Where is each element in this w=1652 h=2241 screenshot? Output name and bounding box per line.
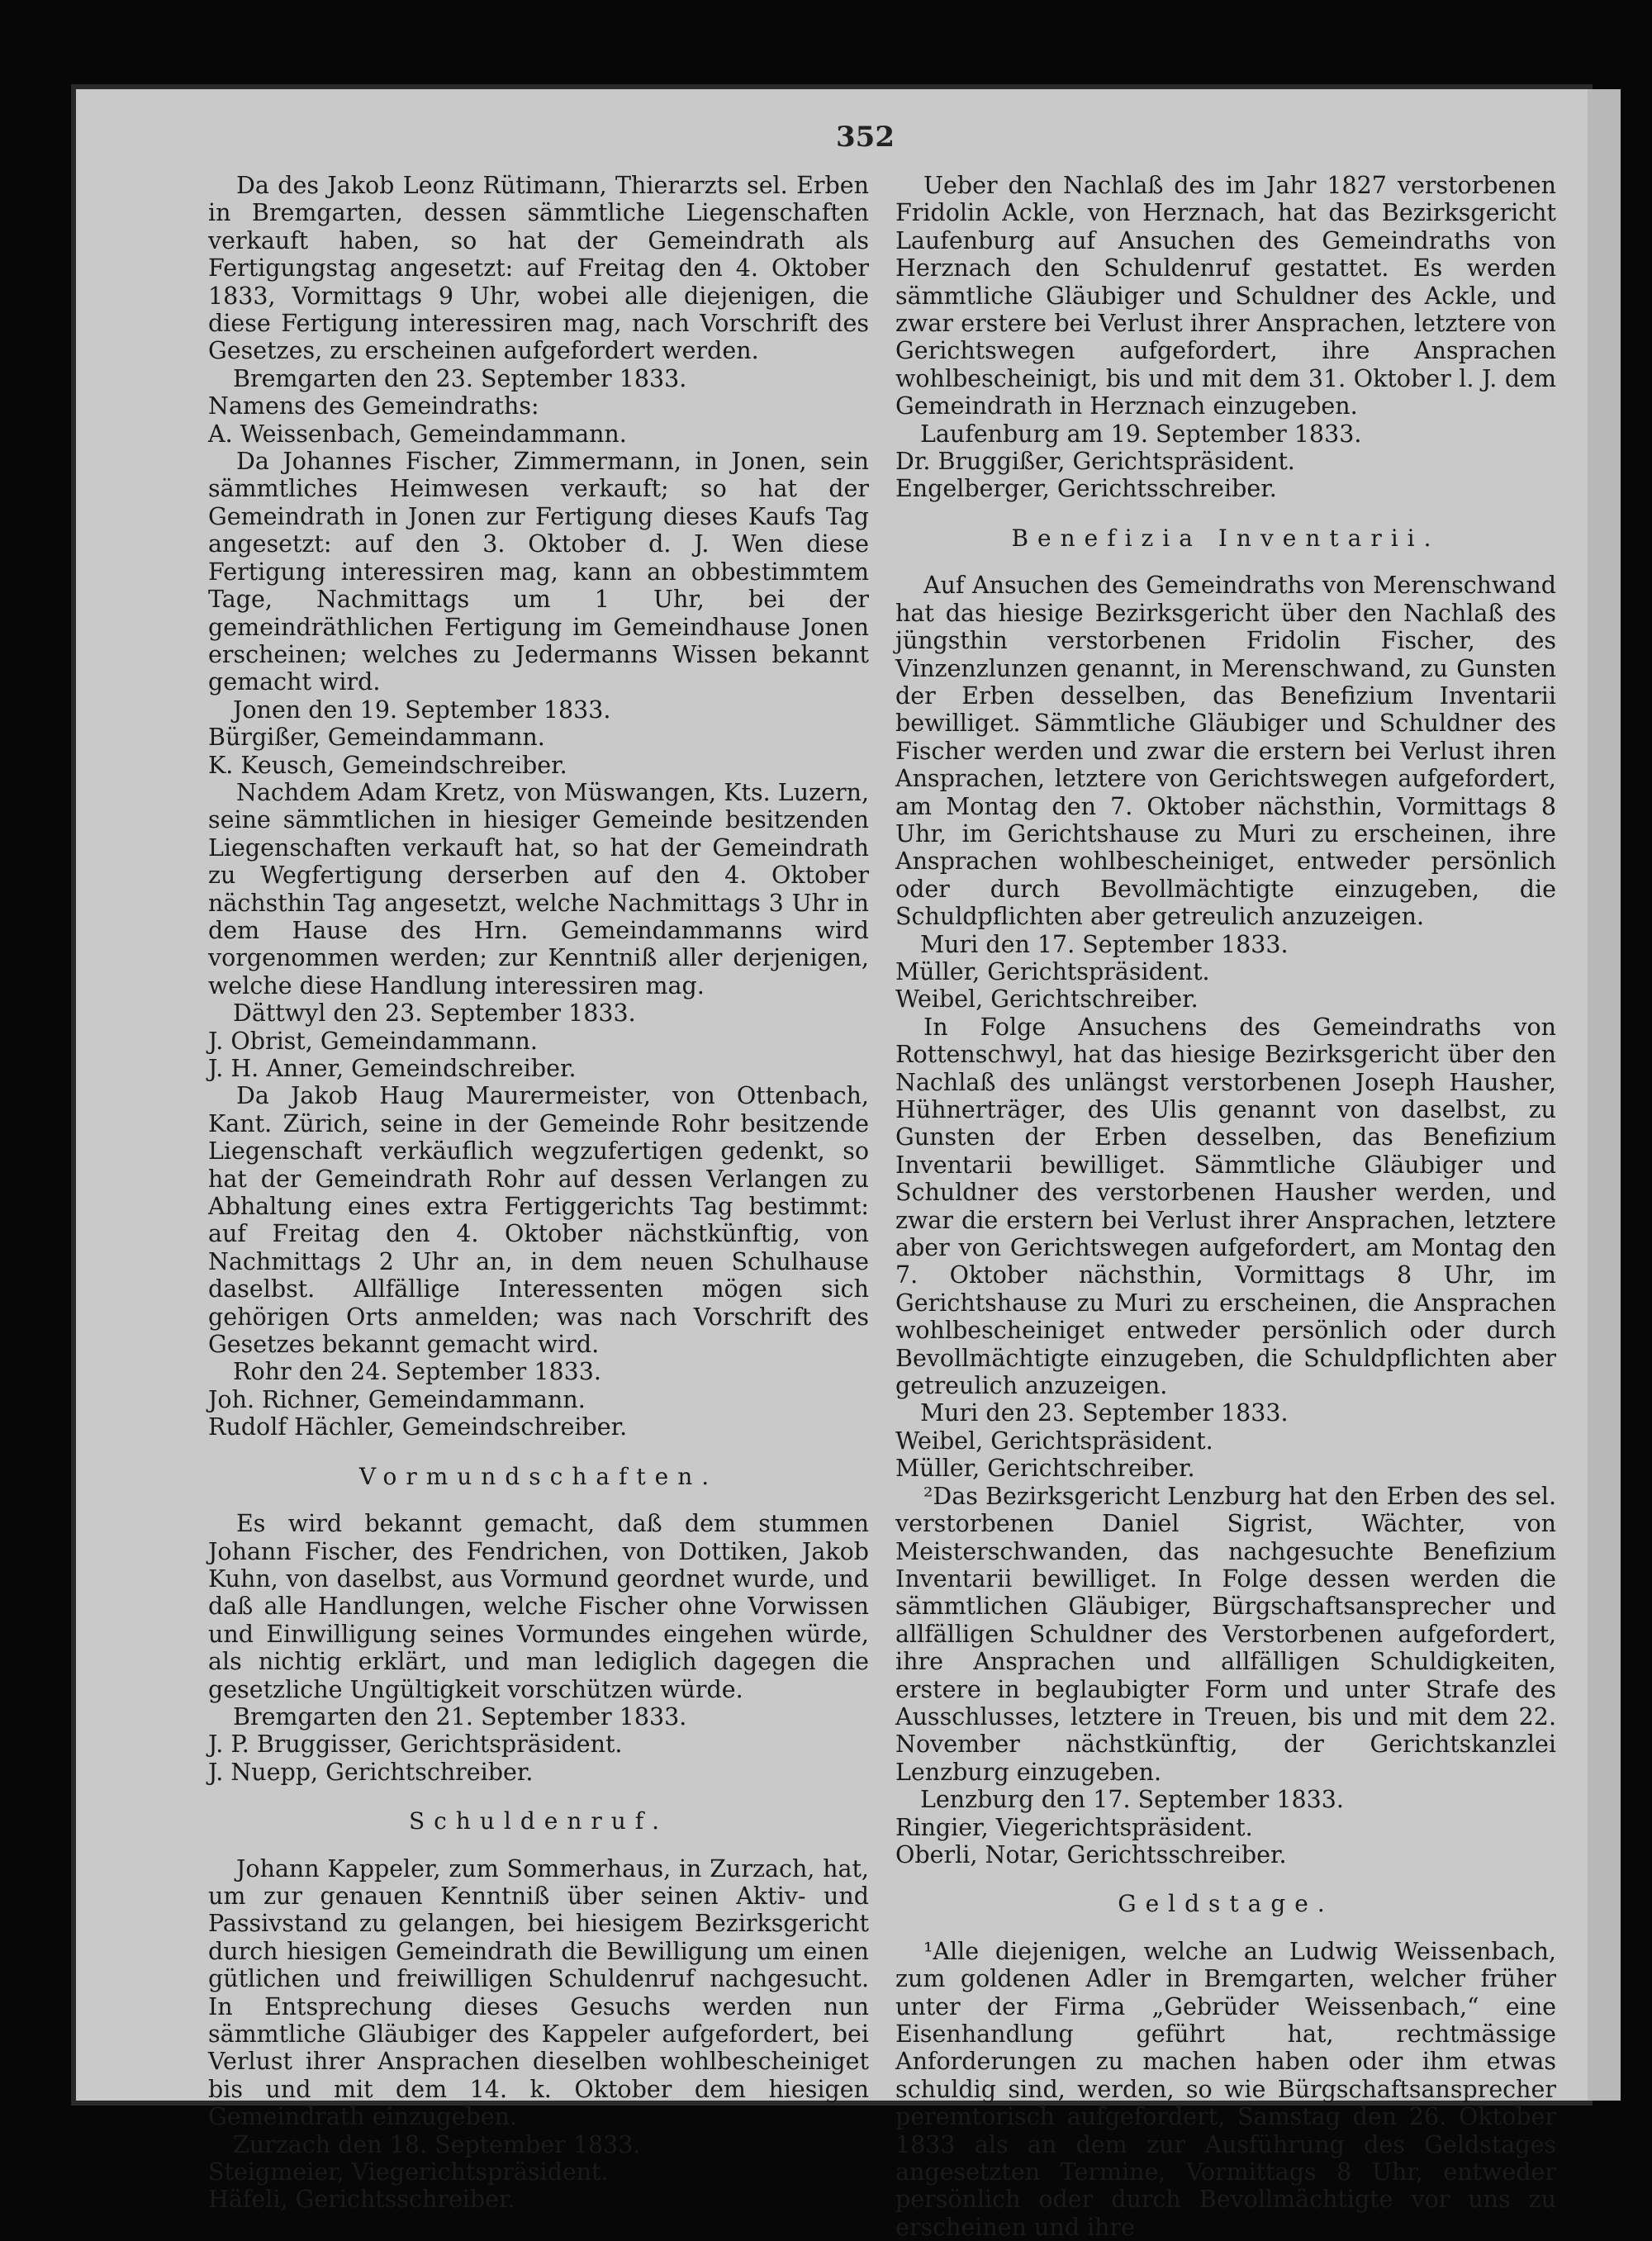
notice-signature: J. P. Bruggisser, Gerichtspräsident. J. Nuepp, Gerichtschreiber. <box>208 1731 623 1786</box>
notice-paragraph: Johann Kappeler, zum Sommerhaus, in Zurzach, hat, um zur genauen Kenntniß über seinen Aktiv- und Passivstand zu gelangen, bei hiesigem Bezirksgericht durch hiesigen Gemeindrath die Bewilligung um einen gütlichen und freiwilligen Schuldenruf nachgesucht. In Entsprechung dieses Gesuchs werden nun sämmtliche Gläubiger des Kappeler aufgefordert, bei Verlust ihrer Ansprachen dieselben wohlbescheiniget bis und mit dem 14. k. Oktober dem hiesigen Gemeindrath einzugeben. <box>208 1854 869 2131</box>
notice-date: Dättwyl den 23. September 1833. <box>233 999 636 1028</box>
notice-date: Muri den 23. September 1833. <box>920 1399 1289 1427</box>
notice-date: Jonen den 19. September 1833. <box>233 696 611 724</box>
notice-paragraph: In Folge Ansuchens des Gemeindraths von Rottenschwyl, hat das hiesige Bezirksgericht über den Nachlaß des unlängst verstorbenen Joseph Hausher, Hühnerträger, des Ulis genannt von daselbst, zu Gunsten der Erben desselben, das Benefizium Inventarii bewilliget. Sämmtliche Gläubiger und Schuldner des verstorbenen Hausher werden, und zwar die erstern bei Verlust ihrer Ansprachen, letztere aber von Gerichtswegen aufgefordert, am Montag den 7. Oktober nächsthin, Vormittags 8 Uhr, im Gerichtshause zu Muri zu erscheinen, die Ansprachen wohlbescheiniget entweder persönlich oder durch Bevollmächtigte einzugeben, die Schuldpflichten aber getreulich anzuzeigen. <box>895 1013 1556 1400</box>
notice-signature: Bürgißer, Gemeindammann. K. Keusch, Gemeindschreiber. <box>208 724 567 779</box>
notice-date: Bremgarten den 23. September 1833. <box>233 364 687 392</box>
notice-signature: Steigmeier, Viegerichtspräsident. Häfeli, Gerichtsschreiber. <box>208 2158 609 2214</box>
section-heading: Benefizia Inventarii. <box>1011 524 1441 552</box>
notice-signature: Weibel, Gerichtspräsident. Müller, Gerichtschreiber. <box>895 1427 1213 1483</box>
notice-paragraph: Ueber den Nachlaß des im Jahr 1827 verstorbenen Fridolin Ackle, von Herznach, hat das Bezirksgericht Laufenburg auf Ansuchen des Gemeindraths von Herznach den Schuldenruf gestattet. Es werden sämmtliche Gläubiger und Schuldner des Ackle, und zwar erstere bei Verlust ihrer Ansprachen, letztere von Gerichtswegen aufgefordert, ihre Ansprachen wohlbescheinigt, bis und mit dem 31. Oktober l. J. dem Gemeindrath in Herznach einzugeben. <box>895 172 1556 420</box>
notice-date: Muri den 17. September 1833. <box>920 930 1289 958</box>
book-spine <box>1588 89 1621 2101</box>
notice-paragraph: ¹Alle diejenigen, welche an Ludwig Weissenbach, zum goldenen Adler in Bremgarten, welcher früher unter der Firma „Gebrüder Weissenbach,“ eine Eisenhandlung geführt hat, rechtmässige Anforderungen zu machen haben oder ihm etwas schuldig sind, werden, so wie Bürgschaftsansprecher peremtorisch aufgefordert, Samstag den 26. Oktober 1833 als an dem zur Ausführung des Geldstages angesetzten Termine, Vormittags 8 Uhr, entweder persönlich oder durch Bevollmächtigte vor uns zu erscheinen und ihre <box>895 1937 1556 2241</box>
notice-signature: Namens des Gemeindraths: A. Weissenbach, Gemeindammann. <box>208 392 627 448</box>
notice-date: Zurzach den 18. September 1833. <box>233 2130 641 2158</box>
notice-date: Rohr den 24. September 1833. <box>233 1358 601 1386</box>
notice-paragraph: Es wird bekannt gemacht, daß dem stummen Johann Fischer, des Fendrichen, von Dottiken, Jakob Kuhn, von daselbst, aus Vormund geordnet wurde, und daß alle Handlungen, welche Fischer ohne Vorwissen und Einwilligung seines Vormundes eingehen würde, als nichtig erklärt, und man lediglich dagegen die gesetzliche Ungültigkeit vorschützen würde. <box>208 1510 869 1703</box>
notice-paragraph: Da Johannes Fischer, Zimmermann, in Jonen, sein sämmtliches Heimwesen verkauft; so hat der Gemeindrath in Jonen zur Fertigung dieses Kaufs Tag angesetzt: auf den 3. Oktober d. J. Wen diese Fertigung interessiren mag, kann an obbestimmtem Tage, Nachmittags um 1 Uhr, bei der gemeindräthlichen Fertigung im Gemeindhause Jonen erscheinen; welches zu Jedermanns Wissen bekannt gemacht wird. <box>208 448 869 696</box>
notice-paragraph: Da Jakob Haug Maurermeister, von Ottenbach, Kant. Zürich, seine in der Gemeinde Rohr besitzende Liegenschaft verkäuflich wegzufertigen gedenkt, so hat der Gemeindrath Rohr auf dessen Verlangen zu Abhaltung eines extra Fertiggerichts Tag bestimmt: auf Freitag den 4. Oktober nächstkünftig, von Nachmittags 2 Uhr an, in dem neuen Schulhause daselbst. Allfällige Interessenten mögen sich gehörigen Orts anmelden; was nach Vorschrift des Gesetzes bekannt gemacht wird. <box>208 1082 869 1359</box>
notice-signature: Ringier, Viegerichtspräsident. Oberli, Notar, Gerichtsschreiber. <box>895 1813 1287 1868</box>
notice-signature: Dr. Bruggißer, Gerichtspräsident. Engelberger, Gerichtsschreiber. <box>895 448 1295 503</box>
notice-paragraph: Da des Jakob Leonz Rütimann, Thierarzts sel. Erben in Bremgarten, dessen sämmtliche Liegenschaften verkauft haben, so hat der Gemeindrath als Fertigungstag angesetzt: auf Freitag den 4. Oktober 1833, Vormittags 9 Uhr, wobei alle diejenigen, die diese Fertigung interessiren mag, nach Vorschrift des Gesetzes, zu erscheinen aufgefordert werden. <box>208 172 869 365</box>
notice-signature: J. Obrist, Gemeindammann. J. H. Anner, Gemeindschreiber. <box>208 1027 577 1082</box>
section-heading: Schuldenruf. <box>408 1807 669 1835</box>
section-heading: Geldstage. <box>1118 1890 1334 1918</box>
left-column <box>208 172 869 2214</box>
notice-date: Laufenburg am 19. September 1833. <box>920 420 1362 448</box>
notice-date: Bremgarten den 21. September 1833. <box>233 1702 687 1731</box>
page-number: 352 <box>836 121 895 154</box>
notice-paragraph: ²Das Bezirksgericht Lenzburg hat den Erben des sel. verstorbenen Daniel Sigrist, Wächter, von Meisterschwanden, das nachgesuchte Benefizium Inventarii bewilliget. In Folge dessen werden die sämmtlichen Gläubiger, Bürgschaftsansprecher und allfälligen Schuldner des Verstorbenen aufgefordert, ihre Ansprachen und allfälligen Schuldigkeiten, erstere in beglaubigter Form und unter Strafe des Ausschlusses, letztere in Treuen, bis und mit dem 22. November nächstkünftig, der Gerichtskanzlei Lenzburg einzugeben. <box>895 1482 1556 1786</box>
notice-paragraph: Auf Ansuchen des Gemeindraths von Merenschwand hat das hiesige Bezirksgericht über den Nachlaß des jüngsthin verstorbenen Fridolin Fischer, des Vinzenzlunzen genannt, in Merenschwand, zu Gunsten der Erben desselben, das Benefizium Inventarii bewilliget. Sämmtliche Gläubiger und Schuldner des Fischer werden und zwar die erstern bei Verlust ihren Ansprachen, letztere von Gerichtswegen aufgefordert, am Montag den 7. Oktober nächsthin, Vormittags 8 Uhr, im Gerichtshause zu Muri zu erscheinen, ihre Ansprachen wohlbescheiniget, entweder persönlich oder durch Bevollmächtigte einzugeben, die Schuldpflichten aber getreulich anzuzeigen. <box>895 572 1556 931</box>
newspaper-page <box>76 89 1588 2241</box>
notice-date: Lenzburg den 17. September 1833. <box>920 1786 1344 1814</box>
notice-signature: Müller, Gerichtspräsident. Weibel, Gerichtschreiber. <box>895 957 1210 1014</box>
section-heading: Vormundschaften. <box>358 1462 719 1490</box>
notice-paragraph: Nachdem Adam Kretz, von Müswangen, Kts. Luzern, seine sämmtlichen in hiesiger Gemeinde besitzenden Liegenschaften verkauft hat, so hat der Gemeindrath zu Wegfertigung derserben auf den 4. Oktober nächsthin Tag angesetzt, welche Nachmittags 3 Uhr in dem Hause des Hrn. Gemeindammanns wird vorgenommen werden; zur Kenntniß aller derjenigen, welche diese Handlung interessiren mag. <box>208 778 869 999</box>
right-column <box>895 172 1556 2241</box>
notice-signature: Joh. Richner, Gemeindammann. Rudolf Hächler, Gemeindschreiber. <box>208 1385 628 1441</box>
